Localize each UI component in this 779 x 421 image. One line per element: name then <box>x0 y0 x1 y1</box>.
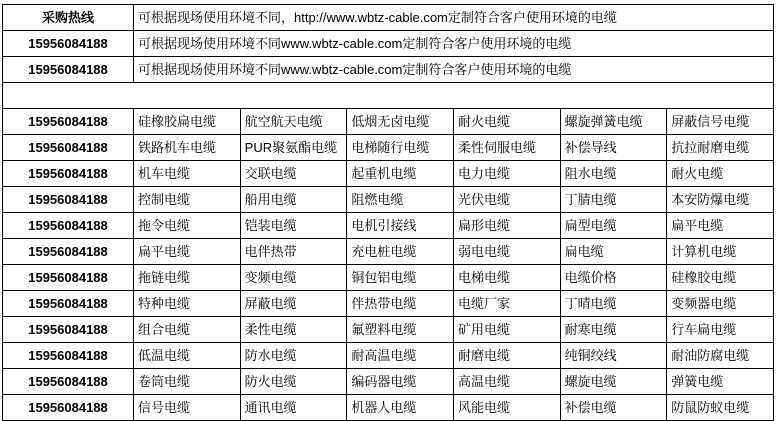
product-cell[interactable]: 起重机电缆 <box>347 161 454 187</box>
phone-number: 15956084188 <box>3 239 134 265</box>
product-cell[interactable]: 扁平电缆 <box>134 239 241 265</box>
product-cell[interactable]: 电梯电缆 <box>453 265 560 291</box>
product-cell[interactable]: 铜包铝电缆 <box>347 265 454 291</box>
table-row <box>3 343 774 369</box>
product-cell[interactable]: 低温电缆 <box>134 343 241 369</box>
product-cell[interactable]: 组合电缆 <box>134 317 241 343</box>
phone-number: 15956084188 <box>3 31 134 57</box>
product-cell[interactable]: 电力电缆 <box>453 161 560 187</box>
phone-number: 15956084188 <box>3 265 134 291</box>
product-cell[interactable]: 耐磨电缆 <box>453 343 560 369</box>
product-cell[interactable]: 控制电缆 <box>134 187 241 213</box>
product-cell[interactable]: 充电桩电缆 <box>347 239 454 265</box>
product-cell[interactable]: 螺旋电缆 <box>560 369 667 395</box>
product-cell[interactable]: 弹簧电缆 <box>667 369 774 395</box>
product-cell[interactable]: 耐火电缆 <box>667 161 774 187</box>
phone-number: 15956084188 <box>3 57 134 83</box>
promo-row-2 <box>3 57 774 83</box>
product-cell[interactable]: 扁电缆 <box>560 239 667 265</box>
product-cell[interactable]: 阻水电缆 <box>560 161 667 187</box>
purchase-hotline-label: 采购热线 <box>3 5 134 31</box>
product-cell[interactable]: 行车扁电缆 <box>667 317 774 343</box>
product-cell[interactable]: 计算机电缆 <box>667 239 774 265</box>
product-cell[interactable]: 伴热带电缆 <box>347 291 454 317</box>
product-cell[interactable]: 变频器电缆 <box>667 291 774 317</box>
product-cell[interactable]: 硅橡胶电缆 <box>667 265 774 291</box>
product-cell[interactable]: 电缆价格 <box>560 265 667 291</box>
phone-number: 15956084188 <box>3 395 134 421</box>
product-cell[interactable]: 抗拉耐磨电缆 <box>667 135 774 161</box>
product-cell[interactable]: 阻燃电缆 <box>347 187 454 213</box>
product-cell[interactable]: 耐寒电缆 <box>560 317 667 343</box>
product-cell[interactable]: 屏蔽电缆 <box>240 291 347 317</box>
table-row <box>3 109 774 135</box>
product-cell[interactable]: 交联电缆 <box>240 161 347 187</box>
product-cell[interactable]: 机车电缆 <box>134 161 241 187</box>
product-cell[interactable]: 防鼠防蚁电缆 <box>667 395 774 421</box>
phone-number: 15956084188 <box>3 135 134 161</box>
product-cell[interactable]: 扁平电缆 <box>667 213 774 239</box>
product-cell[interactable]: 信号电缆 <box>134 395 241 421</box>
promo-text-1: 可根据现场使用环境不同www.wbtz-cable.com定制符合客户使用环境的电缆 <box>134 31 774 57</box>
cable-products-table <box>2 4 774 421</box>
product-cell[interactable]: 硅橡胶扁电缆 <box>134 109 241 135</box>
product-cell[interactable]: 通讯电缆 <box>240 395 347 421</box>
table-row <box>3 135 774 161</box>
promo-row-1 <box>3 31 774 57</box>
product-cell[interactable]: 电机引接线 <box>347 213 454 239</box>
promo-text-2: 可根据现场使用环境不同www.wbtz-cable.com定制符合客户使用环境的电缆 <box>134 57 774 83</box>
product-cell[interactable]: 防火电缆 <box>240 369 347 395</box>
product-cell[interactable]: 纯铜绞线 <box>560 343 667 369</box>
product-cell[interactable]: 柔性伺服电缆 <box>453 135 560 161</box>
spacer-row <box>3 83 774 109</box>
phone-number: 15956084188 <box>3 161 134 187</box>
product-cell[interactable]: 编码器电缆 <box>347 369 454 395</box>
product-cell[interactable]: 卷筒电缆 <box>134 369 241 395</box>
table-row <box>3 187 774 213</box>
product-cell[interactable]: 拖令电缆 <box>134 213 241 239</box>
product-cell[interactable]: 氟塑料电缆 <box>347 317 454 343</box>
product-cell[interactable]: 耐火电缆 <box>453 109 560 135</box>
phone-number: 15956084188 <box>3 369 134 395</box>
product-cell[interactable]: 电缆厂家 <box>453 291 560 317</box>
table-row <box>3 291 774 317</box>
product-cell[interactable]: 变频电缆 <box>240 265 347 291</box>
product-cell[interactable]: 电梯随行电缆 <box>347 135 454 161</box>
table-row <box>3 265 774 291</box>
product-cell[interactable]: 屏蔽信号电缆 <box>667 109 774 135</box>
product-cell[interactable]: 铠装电缆 <box>240 213 347 239</box>
table-body <box>3 5 774 421</box>
table-row <box>3 369 774 395</box>
table-header-row <box>3 5 774 31</box>
product-cell[interactable]: 弱电电缆 <box>453 239 560 265</box>
table-row <box>3 239 774 265</box>
product-cell[interactable]: 补偿电缆 <box>560 395 667 421</box>
table-row <box>3 317 774 343</box>
phone-number: 15956084188 <box>3 317 134 343</box>
phone-number: 15956084188 <box>3 291 134 317</box>
product-cell[interactable]: 防水电缆 <box>240 343 347 369</box>
product-cell[interactable]: 补偿导线 <box>560 135 667 161</box>
table-row <box>3 395 774 421</box>
product-cell[interactable]: 丁晴电缆 <box>560 291 667 317</box>
phone-number: 15956084188 <box>3 343 134 369</box>
product-cell[interactable]: 柔性电缆 <box>240 317 347 343</box>
phone-number: 15956084188 <box>3 187 134 213</box>
header-promo-text: 可根据现场使用环境不同，http://www.wbtz-cable.com定制符合客户使用环境的电缆 <box>134 5 774 31</box>
product-cell[interactable]: 高温电缆 <box>453 369 560 395</box>
phone-number: 15956084188 <box>3 213 134 239</box>
product-cell[interactable]: 耐高温电缆 <box>347 343 454 369</box>
product-cell[interactable]: 航空航天电缆 <box>240 109 347 135</box>
product-cell[interactable]: 机器人电缆 <box>347 395 454 421</box>
product-cell[interactable]: 铁路机车电缆 <box>134 135 241 161</box>
phone-number: 15956084188 <box>3 109 134 135</box>
product-cell[interactable]: 扁形电缆 <box>453 213 560 239</box>
product-cell[interactable]: 船用电缆 <box>240 187 347 213</box>
spacer-cell <box>3 83 774 109</box>
product-cell[interactable]: 特种电缆 <box>134 291 241 317</box>
product-cell[interactable]: 低烟无卤电缆 <box>347 109 454 135</box>
product-cell[interactable]: 本安防爆电缆 <box>667 187 774 213</box>
product-cell[interactable]: 电伴热带 <box>240 239 347 265</box>
product-cell[interactable]: 拖链电缆 <box>134 265 241 291</box>
product-cell[interactable]: 扁型电缆 <box>560 213 667 239</box>
product-cell[interactable]: 光伏电缆 <box>453 187 560 213</box>
product-cell[interactable]: 螺旋弹簧电缆 <box>560 109 667 135</box>
table-row <box>3 213 774 239</box>
product-cell[interactable]: 风能电缆 <box>453 395 560 421</box>
product-cell[interactable]: 丁腈电缆 <box>560 187 667 213</box>
product-cell[interactable]: 矿用电缆 <box>453 317 560 343</box>
product-cell[interactable]: 耐油防腐电缆 <box>667 343 774 369</box>
product-cell[interactable]: PUR聚氨酯电缆 <box>240 135 347 161</box>
table-row <box>3 161 774 187</box>
